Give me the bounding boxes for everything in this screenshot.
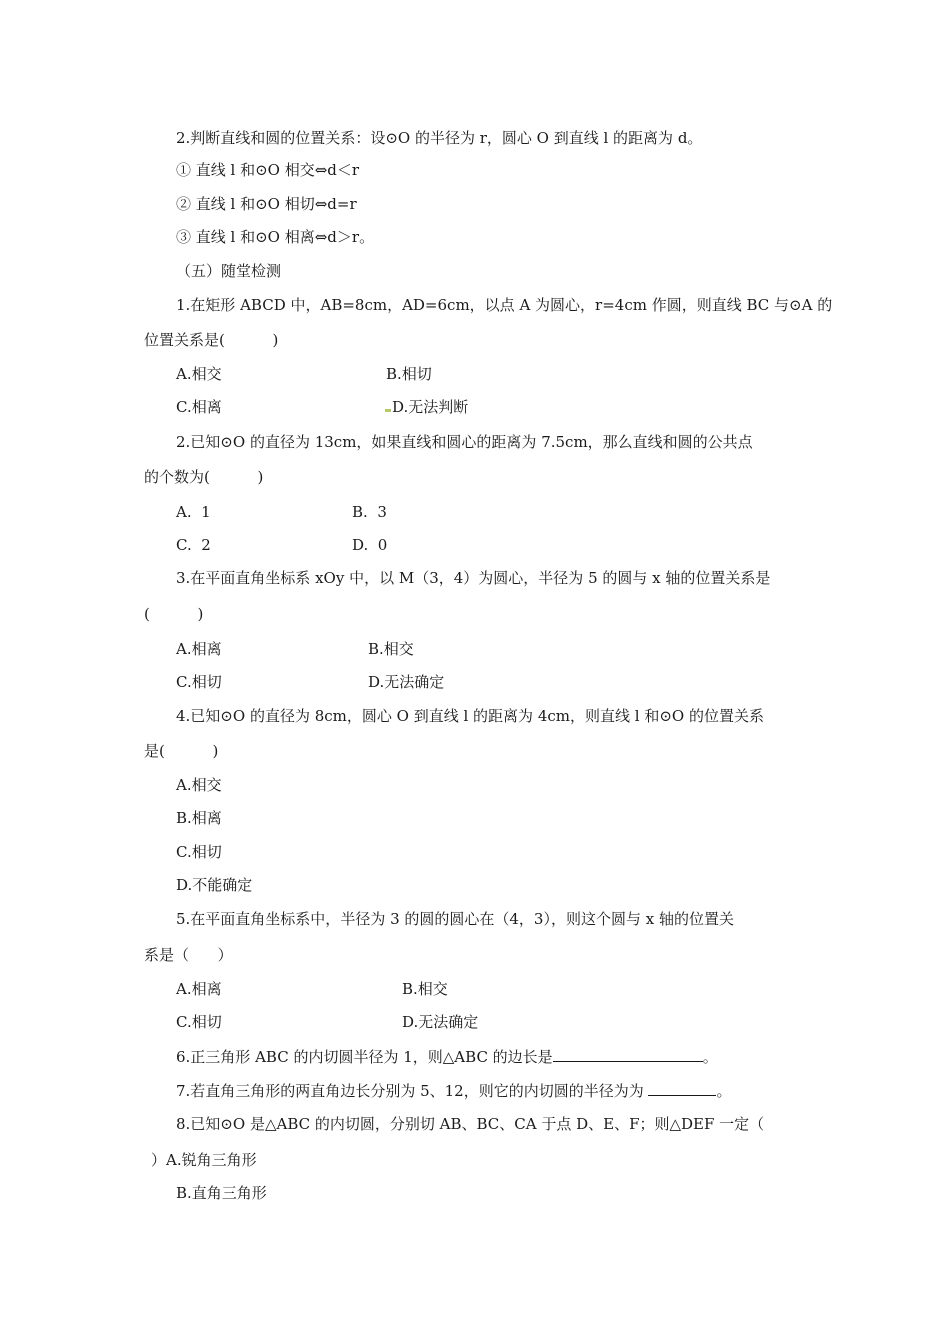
q3-option-b: B.相交 (368, 640, 414, 658)
q5-stem-cont: 系是（ ） (144, 946, 233, 964)
q1-option-d-label: D.无法判断 (392, 398, 469, 416)
q8-option-b: B.直角三角形 (176, 1184, 267, 1202)
q4-stem-cont: 是( ) (144, 742, 219, 760)
q8-stem: 8.已知⊙O 是△ABC 的内切圆，分别切 AB、BC、CA 于点 D、E、F；则△DEF 一定（ (176, 1115, 765, 1133)
q1-stem: 1.在矩形 ABCD 中，AB=8cm，AD=6cm，以点 A 为圆心，r=4cm 作圆，则直线 BC 与⊙A 的 (176, 296, 833, 314)
intro-case-tangent: ② 直线 l 和⊙O 相切⇔d=r (176, 195, 357, 213)
q7-answer-blank[interactable] (648, 1080, 716, 1096)
q2-stem: 2.已知⊙O 的直径为 13cm，如果直线和圆心的距离为 7.5cm，那么直线和圆的公共点 (176, 433, 753, 451)
q6-answer-blank[interactable] (553, 1046, 703, 1062)
q8-option-a: ）A.锐角三角形 (151, 1151, 257, 1169)
q2-stem-cont: 的个数为( ) (144, 468, 264, 486)
q1-stem-cont: 位置关系是( ) (144, 331, 279, 349)
q1-option-d (384, 397, 468, 417)
section-title: （五）随堂检测 (176, 262, 282, 280)
q4-option-a: A.相交 (176, 776, 222, 794)
q2-option-c: C. 2 (176, 536, 211, 554)
q5-option-d: D.无法确定 (402, 1013, 479, 1031)
intro-case-intersect: ① 直线 l 和⊙O 相交⇔d＜r (176, 161, 360, 179)
edit-mark-icon (385, 409, 391, 412)
intro-item-2: 2.判断直线和圆的位置关系：设⊙O 的半径为 r，圆心 O 到直线 l 的距离为 d。 (176, 129, 703, 147)
q7-stem (176, 1080, 732, 1101)
q2-option-a: A. 1 (176, 503, 211, 521)
q2-option-d: D. 0 (352, 536, 388, 554)
q7-end: 。 (716, 1082, 732, 1100)
q5-stem: 5.在平面直角坐标系中，半径为 3 的圆的圆心在（4，3），则这个圆与 x 轴的位置关 (176, 910, 734, 928)
q3-stem: 3.在平面直角坐标系 xOy 中，以 M（3，4）为圆心，半径为 5 的圆与 x 轴的位置关系是 (176, 569, 771, 587)
q3-option-d: D.无法确定 (368, 673, 445, 691)
q1-option-c: C.相离 (176, 398, 222, 416)
q4-option-d: D.不能确定 (176, 876, 253, 894)
q3-option-a: A.相离 (176, 640, 222, 658)
q3-option-c: C.相切 (176, 673, 222, 691)
q7-text: 7.若直角三角形的两直角边长分别为 5、12，则它的内切圆的半径为为 (176, 1082, 649, 1100)
q6-text: 6.正三角形 ABC 的内切圆半径为 1，则△ABC 的边长是 (176, 1048, 553, 1066)
q3-stem-cont: ( ) (144, 605, 204, 623)
q2-option-b: B. 3 (352, 503, 387, 521)
intro-case-separate: ③ 直线 l 和⊙O 相离⇔d＞r。 (176, 228, 375, 246)
q6-end: 。 (702, 1048, 718, 1066)
q6-stem (176, 1046, 718, 1067)
q5-option-c: C.相切 (176, 1013, 222, 1031)
q4-option-b: B.相离 (176, 809, 222, 827)
q5-option-b: B.相交 (402, 980, 448, 998)
q1-option-a: A.相交 (176, 365, 222, 383)
q4-option-c: C.相切 (176, 843, 222, 861)
q1-option-b: B.相切 (386, 365, 432, 383)
q5-option-a: A.相离 (176, 980, 222, 998)
q4-stem: 4.已知⊙O 的直径为 8cm，圆心 O 到直线 l 的距离为 4cm，则直线 l 和⊙O 的位置关系 (176, 707, 764, 725)
